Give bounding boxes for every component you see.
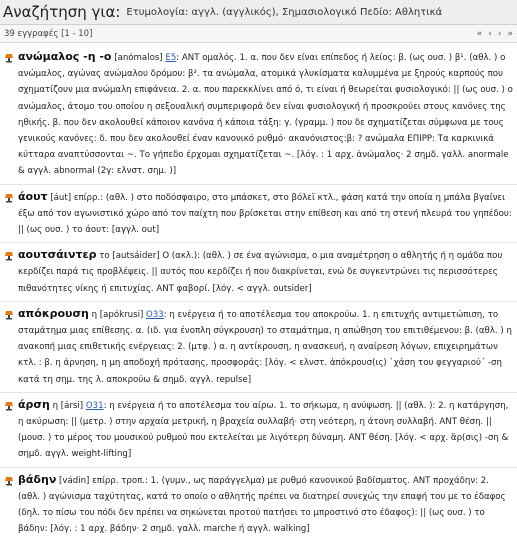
results-list: [0, 45, 517, 535]
previous-page-button[interactable]: ‹: [488, 28, 492, 39]
entry-lemma: αουτσάιντερ: [18, 248, 97, 262]
dictionary-entry: [0, 242, 517, 301]
entry-definition: Ο (ακλ.): (αθλ. ) σε ένα αγώνισμα, ο μια αναμέτρηση ο αθλητής ή η ομάδα που κερδίζει παρά τις προβλέψεις. || αυτός που κερδίζει ή που διακρίνεται, ενώ δε συγκεντρώνει τις περισσότερες πιθανότητες νίκης ή επιτυχίας. ANT φαβορί. [λόγ. < αγγλ. outsider]: [18, 251, 503, 294]
lamp-icon[interactable]: [3, 49, 15, 180]
dictionary-entry: [0, 45, 517, 184]
entry-pronunciation: η [ársi]: [49, 400, 86, 411]
entry-definition: : ANT ομαλός. 1. α. που δεν είναι επίπεδος ή λείος: β. (ως ουσ. ) β¹. (αθλ. ) ο ανώμαλος, αγώνας ανώμαλου δρόμου: β². τα ανώμαλα, ατομικά γλυκίσματα καλυμμένα με ξηρούς καρπούς που σχηματίζουν μια ανώμαλη επιφάνεια. 2. α. που παρεκκλίνει από ό, τι είναι ή θεωρείται φυσιολογικό: || (ως ουσ. ) ο ανώμαλος, άτομο του οποίου η σεξουαλική συμπεριφορά δεν είναι φυσιολογική ή προσκρούει στους κανόνες της ηθικής. β. που δεν ακολουθεί κάποιον κανόνα ή κάποια τάξη: γ. (γραμμ. ) που δε σχηματίζεται σύμφωνα με τους γενικούς κανόνες: δ. που δεν ακολουθεί έναν κανονικό ρυθμό· ακανόνιστος:β: ? ανώμαλα ΕΠΙΡΡ: Τα καρκινικά κύτταρα αναπτύσσονται ~. Το γήπεδο έρχομαι σχηματίζεται ~. [λόγ. : 1 αρχ. ἀνώμαλος· 2 σημδ. γαλλ. anormale & αγγλ. abnormal (2γ: ελνστ. σημ. )]: [18, 53, 513, 177]
lamp-icon[interactable]: [3, 397, 15, 463]
pagination: [477, 29, 513, 39]
entry-lemma: άρση: [18, 397, 50, 411]
entry-pronunciation: [vádin]: [56, 475, 93, 486]
results-bar: [0, 25, 517, 43]
results-count: 39 εγγραφές [1 - 10]: [4, 28, 93, 39]
page-title: Αναζήτηση για:: [3, 3, 121, 21]
lamp-icon[interactable]: [3, 306, 15, 388]
entry-pronunciation: [anómalos]: [111, 53, 166, 63]
entry-pronunciation: η [apókrusi]: [88, 309, 147, 320]
entry-pronunciation: το [autsáider]: [96, 251, 163, 262]
search-header: [0, 0, 517, 25]
dictionary-entry: [0, 467, 517, 541]
entry-lemma: απόκρουση: [18, 306, 89, 320]
entry-definition: επίρρ.: (αθλ. ) στο ποδόσφαιρο, στο μπάσκετ, στο βόλεϊ κτλ., φάση κατά την οποία η μπάλα βγαίνει έξω από τον αγωνιστικό χώρο από τον παίχτη που βρίσκεται στην επίθεση και από τη στενή πλευρά του γηπέδου: || (ως ουσ. ) το άουτ: [αγγλ. out]: [18, 192, 512, 236]
entry-pronunciation: [áut]: [47, 192, 74, 203]
first-page-button[interactable]: «: [476, 28, 483, 39]
last-page-button[interactable]: »: [507, 28, 513, 39]
entry-lemma: άουτ: [18, 189, 48, 203]
entry-reference-link[interactable]: O31: [85, 400, 104, 411]
entry-lemma: ανώμαλος -η -ο: [18, 50, 112, 63]
entry-reference-link[interactable]: O33: [146, 309, 164, 320]
entry-definition: επίρρ. τροπ.: 1. (γυμν., ως παράγγελμα) με ρυθμό κανονικού βαδίσματος. ANT προχάδην: 2. (αθλ. ) αγώνισμα ταχύτητας, κατά το οποίο ο αθλητής πρέπει να διατηρεί συνεχώς την επαφή του με το έδαφος (δηλ. το πίσω του πόδι δεν πρέπει να σηκώνεται προτού πατήσει το μπροστινό στο έδαφος): || (ως ουσ. ) το βάδην: [λόγ. : 1 αρχ. βάδην· 2 σημδ. γαλλ. marche ή αγγλ. walking]: [18, 475, 506, 535]
entry-definition: : η ενέργεια ή το αποτέλεσμα του αίρω. 1. το σήκωμα, η ανύψωση. || (αθλ. ): 2. η κατάργηση, η ακύρωση: || (μετρ. ) στην αρχαία μετρική, η βραχεία συλλαβή· στη νεότερη, η άτονη συλλαβή. ANT θέση. || (μουσ. ) το μέρος του μουσικού ρυθμού που εκτελείται με λιγότερη δύναμη. ANT θέση. [λόγ. < αρχ. ἄρ(σις) -ση & σημδ. αγγλ. weight-lifting]: [18, 400, 509, 460]
dictionary-entry: [0, 184, 517, 243]
dictionary-entry: [0, 392, 517, 467]
entry-reference-link[interactable]: E5: [165, 53, 177, 63]
search-filters: Ετυμολογία: αγγλ. (αγγλικός), Σημασιολογικό Πεδίο: Αθλητικά: [126, 6, 443, 18]
entry-lemma: βάδην: [18, 472, 57, 486]
lamp-icon[interactable]: [3, 189, 15, 239]
lamp-icon[interactable]: [3, 247, 15, 297]
entry-definition: : η ενέργεια ή το αποτέλεσμα του αποκρούω. 1. η επιτυχής αντιμετώπιση, το σταμάτημα μιας επίθεσης. α. (ιδ. για ένοπλη σύγκρουση) το σταμάτημα, η απώθηση του επιτιθέμενου: β. (αθλ. ) η ανακοπή μιας επιθετικής ενέργειας: 2. (μτφ. ) α. η αντίκρουση, η ανασκευή, η αναίρεση λόγων, επιχειρημάτων κτλ. : β. η άρνηση, η μη αποδοχή πρότασης, προσφοράς: [λόγ. < ελνστ. ἀπόκρουσ(ις) `χάση του φεγγαριού΄ -ση κατά τη σημ. της λ. αποκρούω & σημδ. αγγλ. repulse]: [18, 309, 512, 385]
lamp-icon[interactable]: [3, 472, 15, 538]
next-page-button[interactable]: ›: [497, 28, 502, 39]
dictionary-entry: [0, 301, 517, 392]
